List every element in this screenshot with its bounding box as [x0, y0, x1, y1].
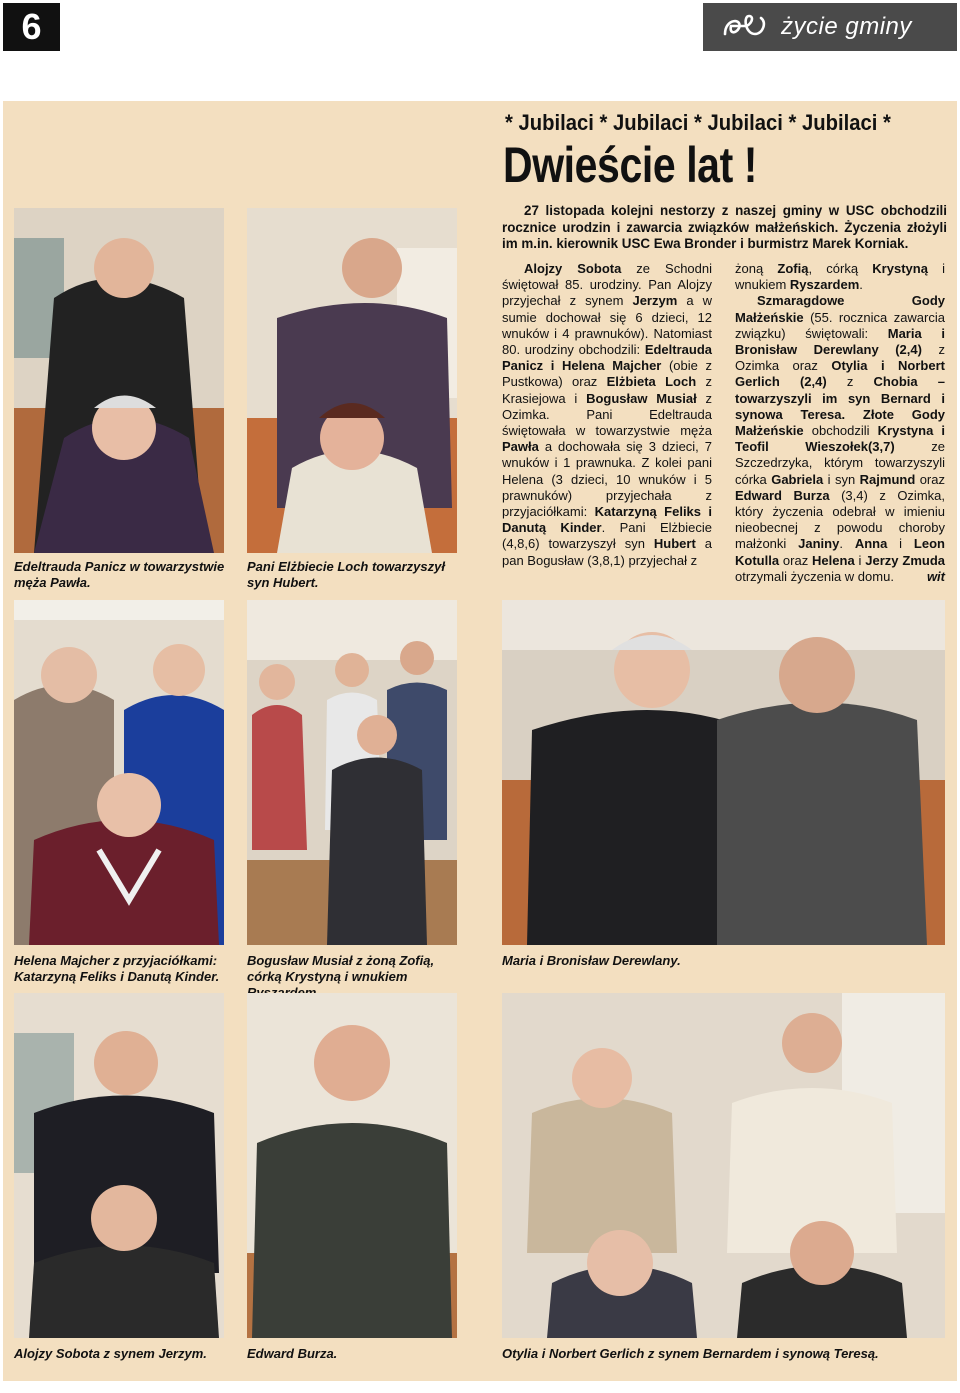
caption-photo-4: Bogusław Musiał z żoną Zofią, córką Krystyną i wnukiem — [247, 953, 435, 984]
photo-helena-majcher — [14, 600, 224, 945]
article-title: Dwieście lat ! — [503, 137, 758, 193]
photo-edeltrauda-pawel — [14, 208, 224, 553]
article-column-1: Alojzy Sobota ze Schodni świętował 85. urodziny. Pan Alojzy przyjechał z synem Jerzym a w sumie dochował się 6 dzieci, 12 wnuków i 4 prawnuków). Natomiast 80. urodziny obchodzili: Edeltrauda Panicz i Helena Majcher (obie z Pustkowa) oraz Elżbieta Loch z Krasiejowa i Bogusław Musiał z Ozimka. Pani Edeltrauda świętowała w towarzystwie męża Pawła a dochowała się 3 dzieci, 7 wnuków i 1 prawnuka. Z kolei pani Helena (3 dzieci, 10 wnuków i 5 prawnuków) przyjechała z przyjaciółkami: Katarzyną Feliks i Danutą Kinder. Pani Elżbiecie (4,8,6) towarzyszył syn Hubert a pan Bogusław (3,8,1) przyjechał z — [502, 261, 713, 568]
caption-photo-1: Edeltrauda Panicz w towarzystwie męża Pawła. — [14, 559, 225, 590]
section-title: życie gminy — [781, 13, 912, 40]
photo-otylia-norbert — [502, 993, 945, 1338]
article-kicker: * Jubilaci * Jubilaci * Jubilaci * Jubilaci * — [505, 110, 891, 135]
caption-photo-7: Edward Burza. — [247, 1346, 338, 1361]
article-signature: wit — [926, 568, 945, 584]
caption-photo-6: Alojzy Sobota z synem Jerzym. — [14, 1346, 207, 1361]
caption-photo-2: Pani Elżbiecie Loch towarzyszył syn Hubert. — [247, 559, 445, 590]
section-header — [703, 3, 957, 51]
caption-photo-8: Otylia i Norbert Gerlich z synem Bernardem i synową Teresą. — [502, 1346, 879, 1361]
gminy-logo-icon — [721, 12, 771, 42]
caption-photo-3: Helena Majcher z przyjaciółkami: Katarzyną Feliks i Danutą Kinder. — [14, 953, 220, 984]
article-lead: 27 listopada kolejni nestorzy z naszej gminy w USC obchodzili rocznice urodzin i zawarcia związków małżeńskich. Życzenia złożyli im m.in. kierownik USC Ewa Bronder i burmistrz Marek Korniak. — [502, 203, 947, 252]
photo-boguslaw-musial — [247, 600, 457, 945]
photo-alojzy-sobota — [14, 993, 224, 1338]
article-column-2: żoną Zofią, córką Krystyną i wnukiem Ryszardem. Szmaragdowe Gody Małżeńskie (55. rocznica zawarcia związku) świętowali: Maria i Bronisław Derewlany (2,4) z Ozimka oraz Otylia i Norbert Gerlich (2,4) z Chobia – towarzyszyli im syn Bernard i synowa Teresa. Złote Gody Małżeńskie obchodzili Krystyna i Teofil Wieszołek(3,7) ze Szczedrzyka, którym towarzyszyli córka Gabriela i syn Rajmund oraz Edward Burza (3,4) z Ozimka, który życzenia odebrał w imieniu nieobecnej z powodu choroby małżonki Janiny. Anna i Leon Kotulla oraz Helena i Jerzy Zmuda otrzymali życzenia w domu. wit — [735, 261, 946, 584]
photo-edward-burza — [247, 993, 457, 1338]
page-number: 6 — [3, 3, 60, 51]
photo-maria-bronislaw — [502, 600, 945, 945]
photo-elzbieta-hubert — [247, 208, 457, 553]
caption-photo-5: Maria i Bronisław Derewlany. — [502, 953, 681, 968]
